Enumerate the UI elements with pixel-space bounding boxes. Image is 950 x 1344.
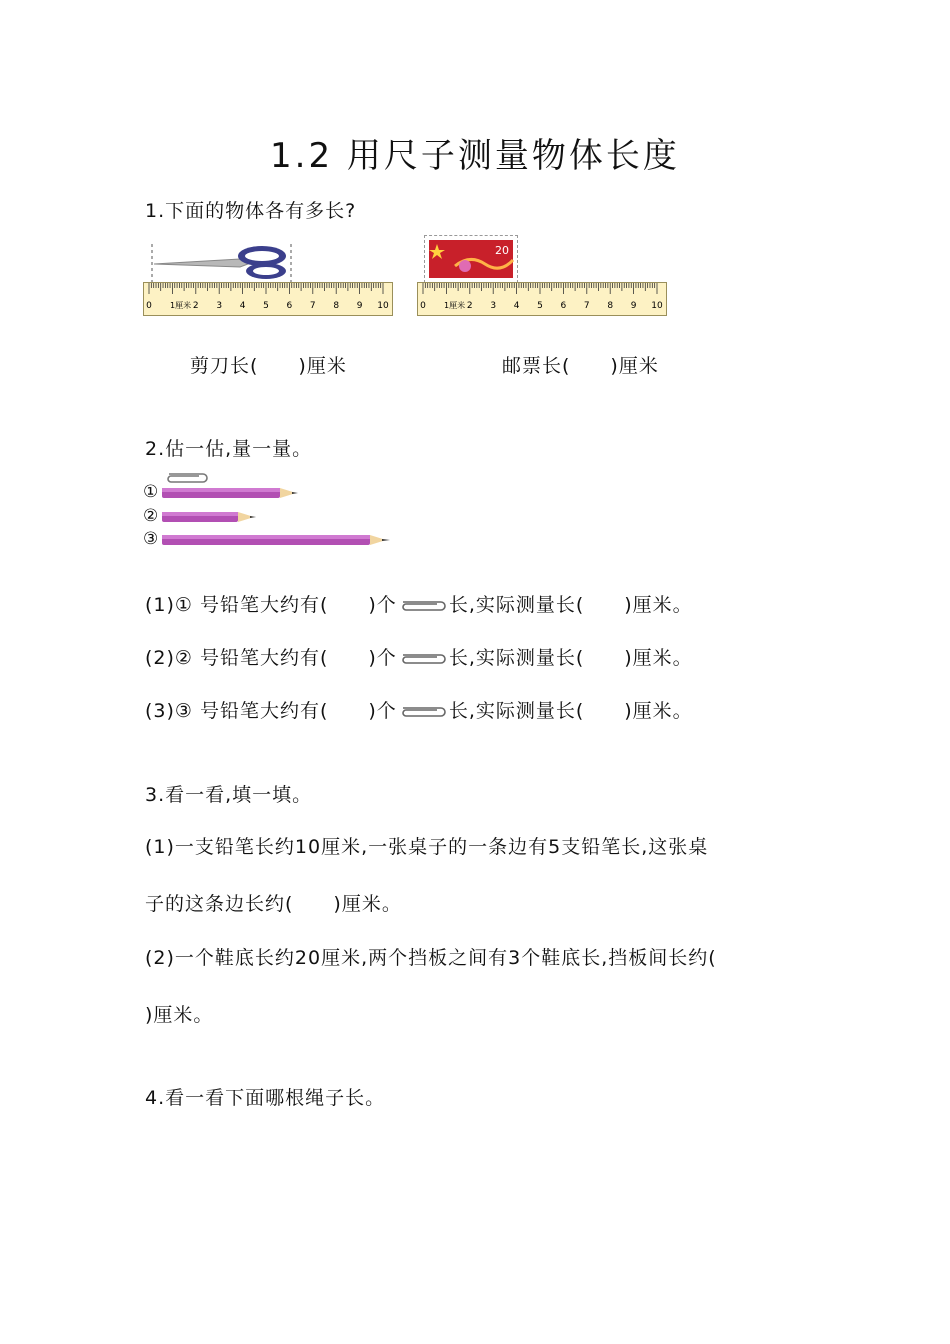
- pencil-2-marker: ②: [143, 506, 159, 526]
- q3-p2-line2: )厘米。: [145, 1004, 214, 1026]
- ruler-tick-label: 10: [377, 301, 389, 311]
- answer-stamp: 邮票长( )厘米: [502, 355, 659, 377]
- answer-scissors: 剪刀长( )厘米: [190, 355, 347, 377]
- ruler-tick-label: 0: [146, 301, 152, 311]
- ruler-tick-label: 0: [420, 301, 426, 311]
- page-title: 1.2 用尺子测量物体长度: [270, 136, 680, 176]
- q2-line-1-pre: (1)① 号铅笔大约有( )个: [145, 594, 397, 616]
- ruler-tick-label: 5: [263, 301, 269, 311]
- pencil-3-marker: ③: [143, 529, 159, 549]
- ruler-tick-label: 2: [192, 301, 199, 311]
- q3-p2-line1: (2)一个鞋底长约20厘米,两个挡板之间有3个鞋底长,挡板间长约(: [145, 947, 717, 969]
- ruler-tick-label: 2: [466, 301, 473, 311]
- paperclip-icon: [399, 652, 447, 666]
- q2-line-3-post: 长,实际测量长( )厘米。: [448, 700, 693, 722]
- pencil-2: [162, 510, 262, 524]
- ruler-tick-label: 5: [537, 301, 543, 311]
- q1-prompt: 1.下面的物体各有多长?: [145, 200, 357, 222]
- scissors-icon: [150, 242, 295, 284]
- ruler-tick-label: 3: [490, 301, 497, 311]
- ruler-tick-label: 8: [333, 301, 340, 311]
- ruler-scissors: [143, 282, 393, 316]
- ruler-tick-label: 10: [651, 301, 663, 311]
- q2-line-2: [145, 643, 693, 670]
- q2-prompt: 2.估一估,量一量。: [145, 438, 313, 460]
- stamp-image: [424, 235, 518, 283]
- ruler-unit-label: 1厘米: [444, 301, 466, 310]
- ruler-tick-label: 6: [286, 301, 293, 311]
- q2-line-1-post: 长,实际测量长( )厘米。: [448, 594, 693, 616]
- q2-line-3: [145, 696, 693, 723]
- stamp-value: 20: [495, 244, 509, 257]
- q2-line-2-post: 长,实际测量长( )厘米。: [448, 647, 693, 669]
- q2-line-1: [145, 590, 693, 617]
- q2-line-3-pre: (3)③ 号铅笔大约有( )个: [145, 700, 397, 722]
- q2-line-2-pre: (2)② 号铅笔大约有( )个: [145, 647, 397, 669]
- q3-p1-line1: (1)一支铅笔长约10厘米,一张桌子的一条边有5支铅笔长,这张桌: [145, 836, 709, 858]
- q4-prompt: 4.看一看下面哪根绳子长。: [145, 1087, 386, 1109]
- ruler-tick-label: 3: [216, 301, 223, 311]
- ruler-tick-label: 8: [607, 301, 614, 311]
- paperclip-icon: [163, 470, 209, 484]
- ruler-tick-label: 9: [356, 301, 363, 311]
- ruler-tick-label: 7: [583, 301, 590, 311]
- ruler-tick-label: 7: [309, 301, 316, 311]
- pencil-1-marker: ①: [143, 482, 159, 502]
- ruler-tick-label: 4: [513, 301, 520, 311]
- paperclip-icon: [399, 705, 447, 719]
- ruler-stamp: [417, 282, 667, 316]
- ruler-tick-label: 9: [630, 301, 637, 311]
- q3-prompt: 3.看一看,填一填。: [145, 784, 313, 806]
- ruler-tick-label: 6: [560, 301, 567, 311]
- pencil-3: [162, 533, 394, 547]
- ruler-unit-label: 1厘米: [170, 301, 192, 310]
- ruler-tick-label: 4: [239, 301, 246, 311]
- pencil-1: [162, 486, 302, 500]
- paperclip-icon: [399, 599, 447, 613]
- q3-p1-line2: 子的这条边长约( )厘米。: [145, 893, 402, 915]
